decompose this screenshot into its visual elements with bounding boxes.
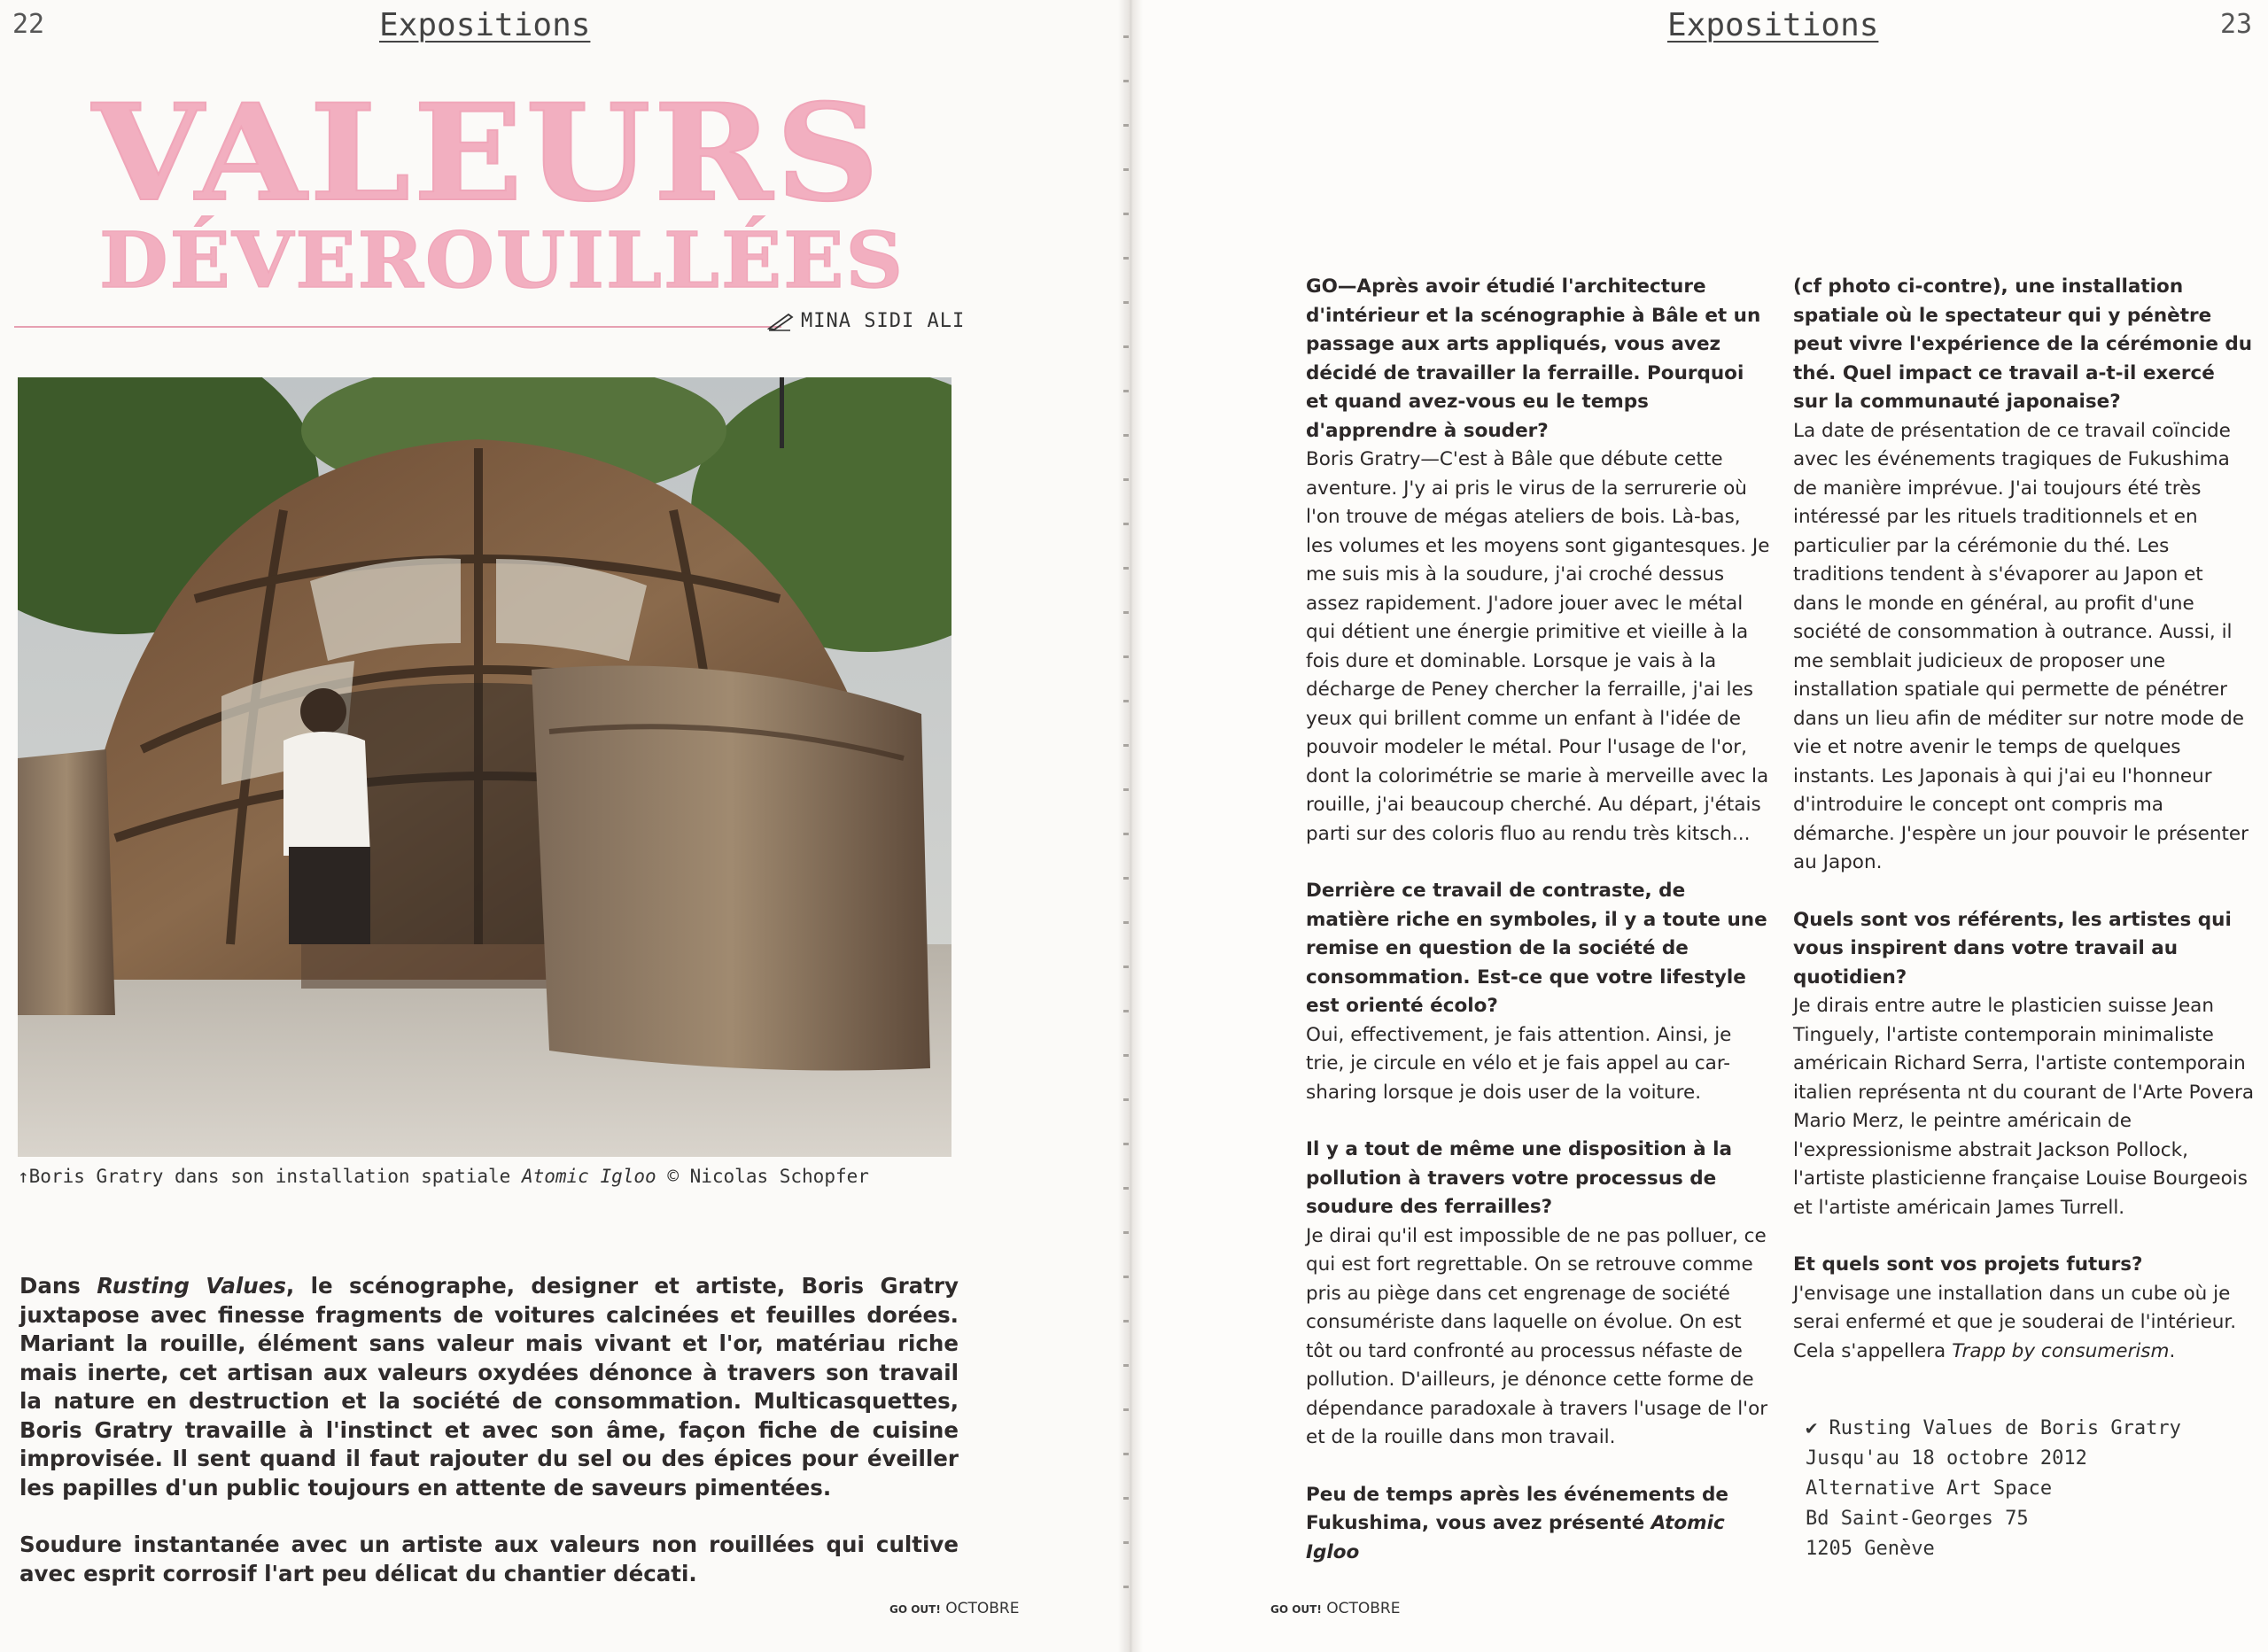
answer-5: Je dirais entre autre le plasticien suisse Jean Tinguely, l'artiste contemporain minimaliste américain Richard Serra, l'artiste contemporain italien représenta nt du courant de l'Arte Povera Mario Merz, le peintre américain de l'expressionisme abstrait Jackson Pollock, l'artiste plasticienne française Louise Bourgeois et l'artiste américain James Turrell.	[1793, 995, 2254, 1219]
answer-1: Boris Gratry—C'est à Bâle que débute cette aventure. J'y ai pris le virus de la serrurerie où l'on trouve de mégas ateliers de bois. Là-bas, les volumes et les moyens sont gigantesques. Je me suis mis à la soudure, j'ai croché dessus assez rapidement. J'adore jouer avec le métal qui détient une énergie primitive et vieille à la fois dure et dominable. Lorsque je vais à la décharge de Peney chercher la ferraille, j'ai les yeux qui brillent comme un enfant à l'idée de pouvoir modeler le métal. Pour l'usage de l'or, dont la colorimétrie se marie à merveille avec la rouille, j'ai beaucoup cherché. Au départ, j'étais parti sur des coloris fluo au rendu très kitsch...	[1306, 448, 1770, 845]
answer-4: La date de présentation de ce travail coïncide avec les événements tragiques de Fukushima de manière imprévue. J'ai toujours été très intéressé par les rituels traditionnels et en particulier par la cérémonie du thé. Les traditions tendent à s'évaporer au Japon et dans le monde en général, au profit d'une société de consommation à outrance. Aussi, il me semblait judicieux de proposer une installation spatiale qui permette de pénétrer dans un lieu afin de méditer sur notre mode de vie et notre avenir le temps de quelques instants. Les Japonais à qui j'ai eu l'honneur d'introduire le concept ont compris ma démarche. J'espère un jour pouvoir le présenter au Japon.	[1793, 419, 2249, 873]
exhibition-info	[1806, 1414, 2181, 1564]
question-4-start: Peu de temps après les événements de Fukushima, vous avez présenté Atomic Igloo	[1306, 1483, 1729, 1563]
section-title-right: Expositions	[1667, 7, 1879, 43]
intro-work-title: Rusting Values	[97, 1273, 286, 1299]
intro-paragraph-2: Soudure instantanée avec un artiste aux valeurs non rouillées qui cultive avec esprit corrosif l'art peu délicat du chantier décati.	[19, 1532, 959, 1586]
headline-line-2: DÉVEROUILLÉES	[99, 216, 905, 306]
answer-6: J'envisage une installation dans un cube où je serai enfermé et que je souderai de l'intérieur. Cela s'appellera Trapp by consumerism.	[1793, 1282, 2237, 1362]
headline-line-1: VALEURS	[92, 75, 882, 231]
spine-gutter	[1118, 0, 1143, 1652]
headline-rule	[14, 326, 781, 328]
spine-stitching	[1123, 35, 1129, 1630]
caption-credit: © Nicolas Schopfer	[656, 1166, 869, 1187]
section-title-left: Expositions	[379, 7, 591, 43]
interview-column-1	[1306, 273, 1770, 1567]
answer-6-work-title: Trapp by consumerism	[1952, 1339, 2170, 1362]
answer-3: Je dirai qu'il est impossible de ne pas polluer, ce qui est fort regrettable. On se retrouve comme pris au piège dans cet engrenage de société consumériste dans laquelle on évolue. On est tôt ou tard confronté au processus néfaste de pollution. D'ailleurs, je dénonce cette forme de dépendance paradoxale à travers l'usage de l'or et de la rouille dans mon travail.	[1306, 1224, 1768, 1448]
footer-right	[1270, 1600, 1400, 1617]
footer-brand-right: GO OUT!	[1270, 1603, 1322, 1616]
question-2: Derrière ce travail de contraste, de matière riche en symboles, il y a toute une remise en question de la société de consommation. Est-ce que votre lifestyle est orienté écolo?	[1306, 880, 1767, 1017]
intro-text	[19, 1272, 959, 1617]
answer-2: Oui, effectivement, je fais attention. Ainsi, je trie, je circule en vélo et je fais appel au car-sharing lorsque je dois user de la voiture.	[1306, 1023, 1732, 1104]
atomic-igloo-photo	[18, 377, 951, 1157]
page-number-left: 22	[12, 9, 45, 40]
footer-brand: GO OUT!	[889, 1603, 941, 1616]
interview-column-2	[1793, 273, 2254, 1394]
left-page	[0, 0, 1129, 1652]
info-city: 1205 Genève	[1806, 1538, 1935, 1560]
info-street: Bd Saint-Georges 75	[1806, 1508, 2029, 1530]
caption-work-title: Atomic Igloo	[521, 1166, 656, 1187]
intro-paragraph-1: Dans Rusting Values, le scénographe, designer et artiste, Boris Gratry juxtapose avec finesse fragments de voitures calcinées et feuilles dorées. Mariant la rouille, élément sans valeur mais vivant et l'or, matériau riche mais inerte, cet artisan aux valeurs oxydées dénonce à travers son travail la nature en destruction et la société de consommation. Multicasquettes, Boris Gratry travaille à l'instinct et avec son âme, façon fiche de cuisine improvisée. Il sent quand il faut rajouter du sel ou des épices pour éveiller les papilles d'un public toujours en attente de saveurs pimentées.	[19, 1273, 959, 1501]
info-title: ✔ Rusting Values de Boris Gratry	[1806, 1417, 2181, 1439]
info-dates: Jusqu'au 18 octobre 2012	[1806, 1447, 2087, 1470]
photo-caption	[18, 1166, 869, 1187]
question-4-cont: (cf photo ci-contre), une installation spatiale où le spectateur qui y pénètre peut vivre l'expérience de la cérémonie du thé. Quel impact ce travail a-t-il exercé sur la communauté japonaise?	[1793, 275, 2253, 413]
question-1: GO—Après avoir étudié l'architecture d'intérieur et la scénographie à Bâle et un passage aux arts appliqués, vous avez décidé de travailler la ferraille. Pourquoi et quand avez-vous eu le temps d'apprendre à souder?	[1306, 275, 1761, 442]
author-byline	[767, 310, 965, 332]
right-page	[1129, 0, 2268, 1652]
question-4-work-title: Atomic Igloo	[1306, 1512, 1725, 1563]
author-name: MINA SIDI ALI	[801, 310, 966, 332]
question-3: Il y a tout de même une disposition à la pollution à travers votre processus de soudure des ferrailles?	[1306, 1138, 1733, 1218]
footer-month-right: OCTOBRE	[1326, 1600, 1401, 1617]
question-5: Quels sont vos référents, les artistes qui vous inspirent dans votre travail au quotidien?	[1793, 908, 2232, 989]
footer-month: OCTOBRE	[945, 1600, 1020, 1617]
question-6: Et quels sont vos projets futurs?	[1793, 1253, 2143, 1276]
caption-text: ↑Boris Gratry dans son installation spatiale	[18, 1166, 522, 1187]
pen-icon	[767, 312, 794, 331]
footer-left	[889, 1600, 1019, 1617]
page-number-right: 23	[2220, 9, 2253, 40]
info-venue: Alternative Art Space	[1806, 1477, 2053, 1500]
